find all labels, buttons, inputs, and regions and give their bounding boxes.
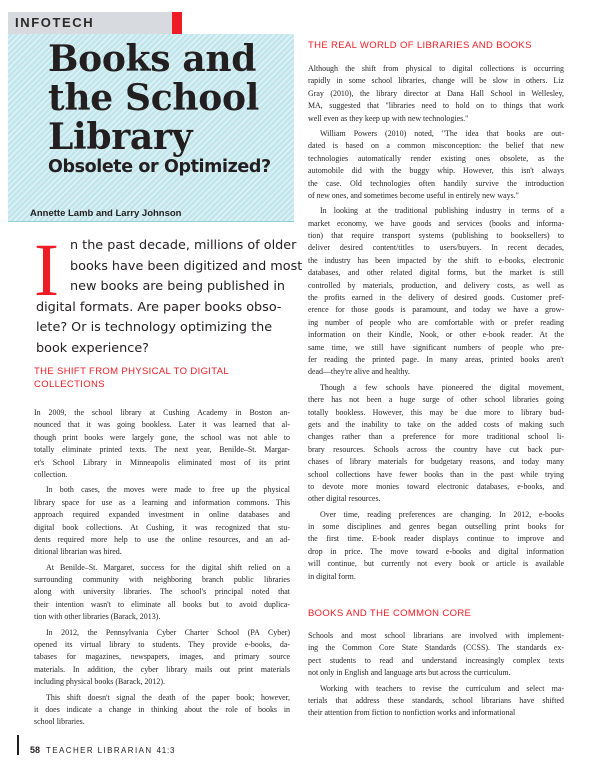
text-line: MA, suggested that "libraries need to hold on to things that work [308, 101, 564, 111]
page-edge [0, 0, 6, 770]
text-line: though print books were largely gone, the school was not able to [34, 432, 290, 442]
drop-cap: I [34, 229, 59, 312]
text-line: market economy, we have goods and services (books and informa- [308, 218, 564, 228]
text-line: databases, and other related digital forms, but the market is still [308, 268, 564, 278]
lede-line: lete? Or is technology optimizing the [36, 320, 273, 335]
text-line: gets and the inability to take on the added costs of making such [308, 419, 564, 429]
text-line: along with university libraries. The school's principal noted that [34, 587, 290, 597]
lede-line: new books are being published in [70, 279, 286, 294]
text-line: tion) that require transport systems (publishing to booksellers) to [308, 231, 564, 241]
text-line: Working with teachers to revise the curriculum and select ma- [320, 683, 564, 693]
lede-line: books have been digitized and most [70, 258, 303, 274]
text-line: their intention wasn't to eliminate all books but to avoid duplica- [34, 599, 290, 609]
text-line: the profits earned in the delivery of desired goods. Customer pref- [308, 293, 564, 303]
text-line: totally eliminate printed texts. The next year, Benilde–St. Margar- [34, 445, 290, 455]
text-line: the first time. E-book reader displays continue to improve and [308, 534, 564, 544]
byline: Annette Lamb and Larry Johnson [30, 208, 182, 219]
text-line: of new ones, and sometimes become useful in entirely new ways." [308, 190, 519, 200]
text-line: totally bookless. However, this may be due more to library bud- [308, 407, 564, 417]
text-line: school libraries. [34, 717, 85, 727]
section-accent-tab [172, 12, 182, 34]
section-heading-shift [34, 366, 229, 391]
text-line: In 2012, the Pennsylvania Cyber Charter School (PA Cyber) [46, 627, 290, 637]
panel-divider [8, 221, 294, 222]
text-line: In looking at the traditional publishing industry in terms of a [320, 206, 564, 216]
text-line: changes rather than a preference for more traditional school li- [308, 432, 564, 442]
text-line: Schools and most school librarians are involved with implement- [308, 631, 564, 640]
text-line: In both cases, the moves were made to free up the physical [46, 485, 290, 495]
text-line: Although the shift from physical to digital collections is occurring [308, 64, 564, 73]
text-line: other digital resources. [308, 494, 381, 504]
article-title [48, 40, 298, 157]
text-line: drop in price. The move toward e-books and digital information [308, 546, 564, 556]
section-heading-real-world [308, 40, 532, 53]
text-line: including physical books (Barack, 2012). [34, 677, 165, 687]
section-label: INFOTECH [8, 12, 172, 34]
publication-name: TEACHER LIBRARIAN [46, 746, 153, 755]
text-line: approach required expanded investment in online databases and [34, 510, 290, 520]
text-line: ing number of people who are comfortable with or prefer reading [308, 317, 564, 327]
text-line: dents required more help to use the online resources, and an ad- [34, 534, 290, 544]
title-line: the School [48, 77, 260, 119]
title-line: Books and [48, 38, 257, 80]
text-line: tabases for magazines, newspapers, images, and primary source [34, 652, 290, 662]
text-line: to devote more monies toward electronic databases, e-books, and [308, 481, 564, 491]
text-line: the industry has been impacted by the shift to e-books, electronic [308, 255, 564, 265]
lede-line: digital formats. Are paper books obso- [36, 299, 282, 315]
text-line: brary resources. Schools across the country have cut back pur- [308, 444, 564, 454]
right-column-body-2 [308, 630, 564, 720]
text-line: not only in English and language arts but across the curriculum. [308, 668, 511, 678]
text-line: In 2009, the school library at Cushing Academy in Boston an- [34, 408, 290, 417]
text-line: materials. In addition, the cyber library mails out print materials [34, 664, 290, 674]
text-line: collection. [34, 469, 68, 479]
page-footer [30, 744, 175, 756]
text-line: controlled by materials, production, and delivery costs, as well as [308, 280, 564, 290]
text-line: erence for those goods is paramount, and today we have a grow- [308, 305, 564, 315]
text-line: dead—they're alive and healthy. [308, 367, 410, 377]
text-line: deliver desired content/titles to users/buyers. In recent decades, [308, 243, 564, 253]
text-line: in some disciplines and genres began outselling print books for [308, 522, 564, 532]
text-line: automobile did with the buggy whip. However, this isn't always [308, 166, 564, 176]
text-line: technologies automatically render existing ones obsolete, as the [308, 153, 564, 163]
text-line: information on their Kindle, Nook, or other e-book reader. At the [308, 330, 564, 340]
text-line: Though a few schools have pioneered the digital movement, [320, 382, 564, 392]
text-line: opened its virtual library to students. They provide e-books, da- [34, 640, 290, 650]
text-line: well even as they keep up with new technologies." [308, 113, 469, 123]
text-line: chases of library materials for budgetary reasons, and today many [308, 457, 564, 467]
text-line: will continue, but currently not every book or article is available [308, 559, 564, 569]
text-line: the case. Old technologies often handily survive the introduction [308, 178, 564, 188]
left-column-body [34, 407, 290, 729]
lede-paragraph [34, 229, 303, 359]
text-line: tion with other libraries (Barack, 2013). [34, 612, 161, 622]
lede-line: n the past decade, millions of older [70, 238, 297, 253]
text-line: nounced that it was going bookless. Later it was learned that al- [34, 420, 290, 430]
lede-line: book experience? [36, 340, 149, 356]
text-line: digital book collections. At Cushing, it was recognized that stu- [34, 522, 290, 532]
text-line: This shift doesn't signal the death of the paper book; however, [46, 692, 290, 702]
text-line: William Powers (2010) noted, "The idea that books are out- [320, 128, 564, 138]
text-line: surrounding community with neighboring branch public libraries [34, 575, 290, 585]
footer-mark [17, 735, 19, 755]
right-column-body-1 [308, 63, 564, 583]
text-line: library space for use as a learning and information commons. This [34, 497, 290, 507]
title-line: Library [48, 116, 193, 158]
text-line: fer reading the printed page. In many areas, printed books aren't [308, 354, 564, 364]
issue-number: 41:3 [156, 746, 176, 755]
text-line: school collections have fewer books than in the past while trying [308, 469, 564, 479]
text-line: Over time, reading preferences are changing. In 2012, e-books [320, 509, 564, 519]
heading-line: THE SHIFT FROM PHYSICAL TO DIGITAL [34, 366, 230, 377]
text-line: in digital form. [308, 571, 356, 581]
text-line: pect students to read and understand increasingly complex texts [308, 655, 564, 665]
section-heading-common-core [308, 608, 471, 621]
text-line: dated is based on a common misconception: the belief that new [308, 141, 564, 151]
heading-line: THE REAL WORLD OF LIBRARIES AND BOOKS [308, 40, 532, 51]
heading-line: BOOKS AND THE COMMON CORE [308, 608, 472, 619]
text-line: same time, we still have significant numbers of people who pre- [308, 342, 564, 352]
text-line: rapidly in some school libraries, change will be slow in others. Liz [308, 76, 564, 86]
text-line: ditional librarian was hired. [34, 547, 122, 557]
text-line: Gray (2010), the library director at Dana Hall School in Wellesley, [308, 88, 564, 98]
page-number: 58 [30, 745, 41, 755]
text-line: their attention from fiction to nonfiction works and informational [308, 708, 516, 718]
text-line: it does indicate a change in thinking about the role of books in [34, 704, 290, 714]
text-line: At Benilde–St. Margaret, success for the digital shift relied on a [46, 562, 290, 572]
text-line: terials that address these standards, school librarians have shifted [308, 695, 564, 705]
article-subtitle: Obsolete or Optimized? [48, 157, 271, 177]
text-line: there has not been a huge surge of other school libraries going [308, 395, 564, 405]
heading-line: COLLECTIONS [34, 378, 105, 390]
text-line: ing the Common Core State Standards (CCSS). The standards ex- [308, 643, 564, 653]
text-line: et's School Library in Minneapolis eliminated most of its print [34, 457, 290, 467]
